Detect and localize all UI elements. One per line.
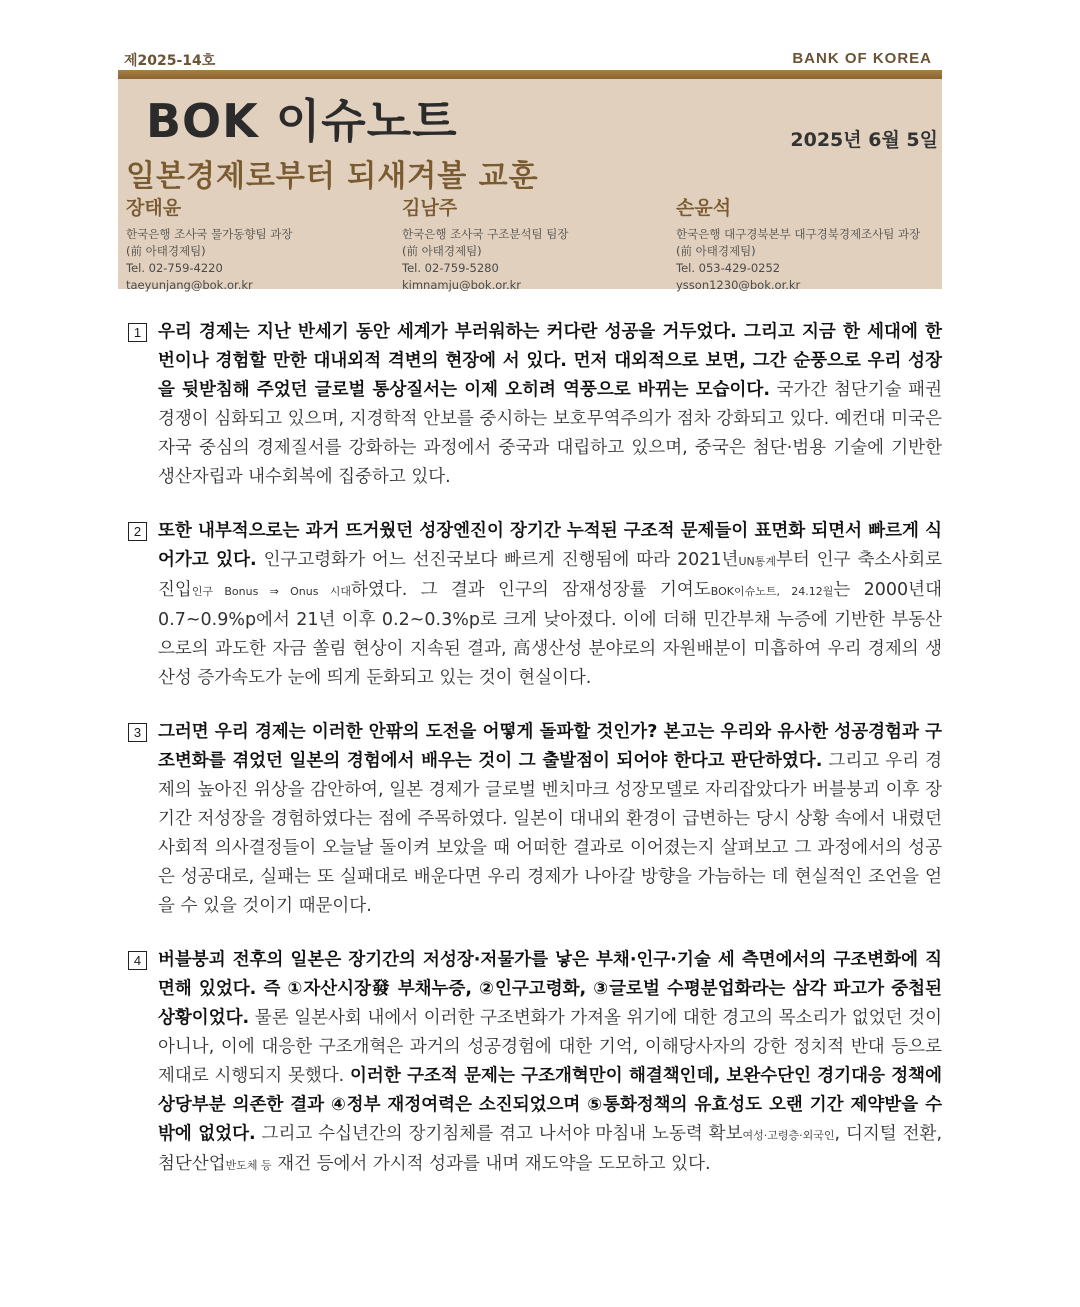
author-name: 손윤석 — [676, 197, 732, 219]
inline-note: 인구 Bonus ⇒ Onus 시대 — [191, 585, 351, 598]
author-name: 장태윤 — [126, 197, 182, 219]
author-former: (前 아태경제팀) — [676, 244, 756, 258]
paragraph-4 — [118, 946, 942, 1180]
key-statement: 또한 내부적으로는 과거 뜨거웠던 성장엔진이 장기간 누적된 구조적 문제들이 표면화 되면서 빠르게 식어가고 있다. — [158, 521, 942, 570]
author-2 — [402, 193, 672, 294]
key-statement: 버블붕괴 전후의 일본은 장기간의 저성장·저물가를 낳은 부채·인구·기술 세 측면에서의 구조변화에 직면해 있었다. 즉 ①자산시장發 부채누증, ②인구고령화, ③글로벌 수평분업화라는 삼각 파고가 중첩된 상황이었다. — [158, 950, 942, 1028]
author-tel: Tel. 02-759-4220 — [126, 261, 223, 275]
inline-note: BOK이슈노트, 24.12월 — [710, 585, 834, 598]
key-statement: 그러면 우리 경제는 이러한 안팎의 도전을 어떻게 돌파할 것인가? 본고는 우리와 유사한 성공경험과 구조변화를 겪었던 일본의 경험에서 배우는 것이 그 출발점이 되어야 한다고 판단하였다. — [158, 722, 942, 771]
inline-note: 반도체 등 — [225, 1159, 272, 1172]
paragraph-number: 3 — [128, 723, 147, 742]
body-text: 하였다. 그 결과 인구의 잠재성장률 기여도 — [350, 580, 711, 600]
author-email[interactable]: taeyunjang@bok.or.kr — [126, 278, 253, 292]
body-text: 그리고 수십년간의 장기침체를 겪고 나서야 마침내 노동력 확보 — [255, 1124, 743, 1144]
header-divider — [118, 70, 942, 79]
inline-note: 여성·고령층·외국인 — [742, 1129, 835, 1142]
key-statement: 우리 경제는 지난 반세기 동안 세계가 부러워하는 커다란 성공을 거두었다. 그리고 지금 한 세대에 한 번이나 경험할 만한 대내외적 격변의 현장에 서 있다. 먼저 대외적으로 보면, 그간 순풍으로 우리 성장을 뒷받침해 주었던 글로벌 통상질서는 이제 오히려 역풍으로 바뀌는 모습이다. — [158, 322, 942, 400]
author-3 — [676, 193, 946, 294]
body-text: 국가간 첨단기술 패권경쟁이 심화되고 있으며, 지경학적 안보를 중시하는 보호무역주의가 점차 강화되고 있다. 예컨대 미국은 자국 중심의 경제질서를 강화하는 과정에서 중국과 대립하고 있으며, 중국은 첨단·범용 기술에 기반한 생산자립과 내수회복에 집중하고 있다. — [158, 380, 942, 487]
author-1 — [126, 193, 396, 294]
report-title: 일본경제로부터 되새겨볼 교훈 — [126, 159, 539, 194]
document-body — [118, 318, 942, 1205]
author-position: 한국은행 조사국 물가동향팀 과장 — [126, 227, 293, 241]
paragraph-number: 4 — [128, 951, 147, 970]
body-text: , 디지털 전환, 첨단산업 — [158, 1124, 943, 1174]
author-position: 한국은행 대구경북본부 대구경북경제조사팀 과장 — [676, 227, 921, 241]
body-text: 물론 일본사회 내에서 이러한 구조변화가 가져올 위기에 대한 경고의 목소리가 없었던 것이 아니나, 이에 대응한 구조개혁은 과거의 성공경험에 대한 기억, 이해당사자의 강한 정치적 반대 등으로 제대로 시행되지 못했다. — [158, 1008, 942, 1086]
paragraph-1 — [118, 318, 942, 492]
paragraph-number: 2 — [128, 522, 147, 541]
paragraph-2 — [118, 517, 942, 693]
header-box — [118, 79, 942, 292]
author-tel: Tel. 053-429-0252 — [676, 261, 781, 275]
organization-name: BANK OF KOREA — [792, 50, 932, 67]
key-statement: 이러한 구조적 문제는 구조개혁만이 해결책인데, 보완수단인 경기대응 정책에 상당부분 의존한 결과 ④정부 재정여력은 소진되었으며 ⑤통화정책의 유효성도 오랜 기간 제약받을 수밖에 없었다. — [158, 1066, 942, 1144]
paragraph-number: 1 — [128, 323, 147, 342]
author-position: 한국은행 조사국 구조분석팀 팀장 — [402, 227, 569, 241]
top-line — [118, 48, 942, 70]
author-email[interactable]: kimnamju@bok.or.kr — [402, 278, 521, 292]
body-text: 재건 등에서 가시적 성과를 내며 재도약을 도모하고 있다. — [271, 1154, 711, 1174]
author-name: 김남주 — [402, 197, 458, 219]
author-former: (前 아태경제팀) — [126, 244, 206, 258]
issue-number: 제2025-14호 — [124, 53, 216, 69]
body-text: 부터 인구 축소사회로 진입 — [158, 550, 943, 600]
body-text: 그리고 우리 경제의 높아진 위상을 감안하여, 일본 경제가 글로벌 벤치마크 성장모델로 자리잡았다가 버블붕괴 이후 장기간 저성장을 경험하였다는 점에 주목하였다. 일본이 대내외 환경이 급변하는 당시 상황 속에서 내렸던 사회적 의사결정들이 오늘날 돌이켜 보았을 때 어떠한 결과로 이어졌는지 살펴보고 그 과정에서의 성공은 성공대로, 실패는 또 실패대로 배운다면 우리 경제가 나아갈 방향을 가늠하는 데 현실적인 조언을 얻을 수 있을 것이기 때문이다. — [158, 751, 942, 916]
author-tel: Tel. 02-759-5280 — [402, 261, 499, 275]
series-title: BOK 이슈노트 — [146, 94, 458, 148]
author-former: (前 아태경제팀) — [402, 244, 482, 258]
inline-note: UN통계 — [738, 555, 777, 568]
publication-date: 2025년 6월 5일 — [790, 129, 938, 151]
paragraph-3 — [118, 718, 942, 921]
author-email[interactable]: ysson1230@bok.or.kr — [676, 278, 801, 292]
body-text: 는 2000년대 0.7~0.9%p에서 21년 이후 0.2~0.3%p로 크게 낮아졌다. 이에 더해 민간부채 누증에 기반한 부동산으로의 과도한 자금 쏠림 현상이 지속된 결과, 高생산성 분야로의 자원배분이 미흡하여 우리 경제의 생산성 증가속도가 눈에 띄게 둔화되고 있는 것이 현실이다. — [158, 580, 942, 688]
body-text: 인구고령화가 어느 선진국보다 빠르게 진행됨에 따라 2021년 — [256, 550, 739, 570]
